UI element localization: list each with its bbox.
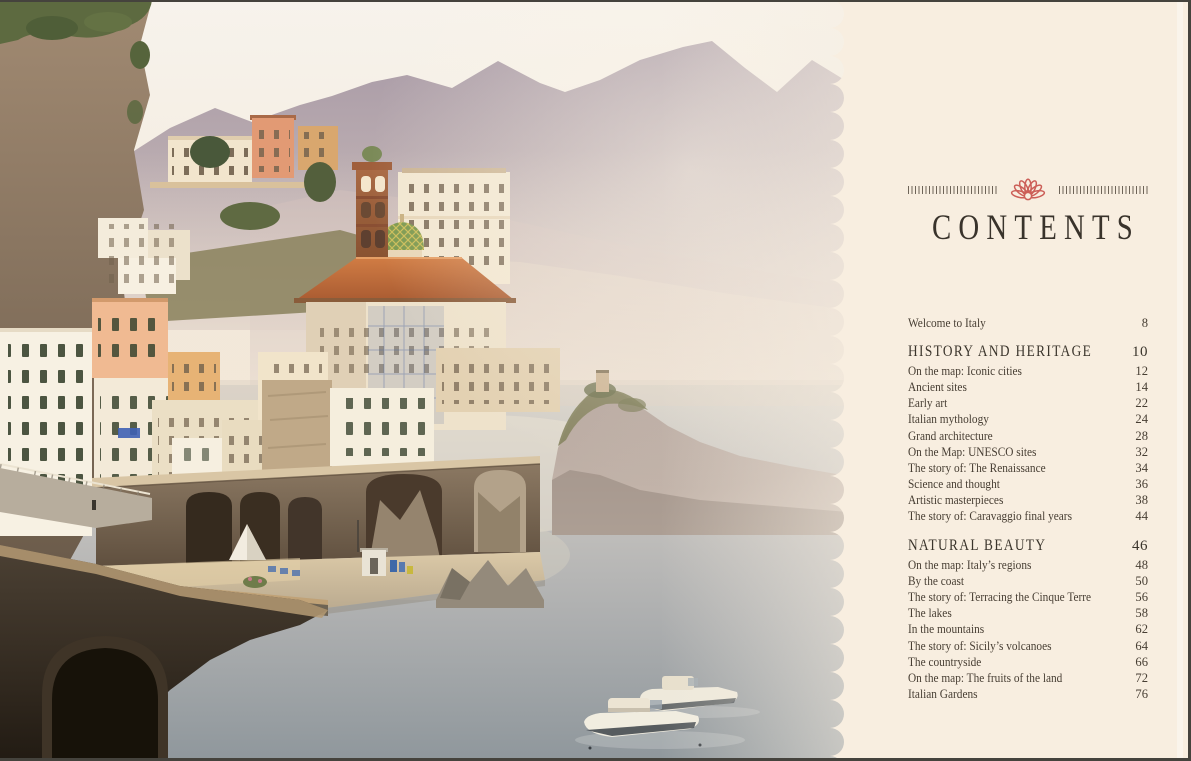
toc-entry-label: Science and thought bbox=[908, 477, 1000, 492]
frame-border-top bbox=[0, 0, 1191, 2]
toc-entry-page: 58 bbox=[1135, 606, 1148, 621]
toc-entry-page: 36 bbox=[1135, 477, 1148, 492]
toc-entry-page: 24 bbox=[1135, 412, 1148, 427]
page-sheen bbox=[1177, 0, 1183, 761]
toc-entry-page: 38 bbox=[1135, 493, 1148, 508]
toc-entry bbox=[908, 412, 1148, 428]
toc-entry-page: 62 bbox=[1135, 622, 1148, 637]
toc-entry-label: The story of: Terracing the Cinque Terre bbox=[908, 590, 1092, 605]
toc-entry-page: 66 bbox=[1135, 654, 1148, 669]
toc-entry bbox=[908, 444, 1148, 460]
hatch-rule-right bbox=[1059, 186, 1148, 194]
contents-page bbox=[850, 0, 1191, 761]
toc-section-page: 46 bbox=[1132, 537, 1148, 554]
toc-entry-page: 14 bbox=[1135, 379, 1148, 394]
toc-entry bbox=[908, 638, 1148, 654]
toc-entry-page: 64 bbox=[1135, 638, 1148, 653]
toc-entry-label: In the mountains bbox=[908, 622, 985, 637]
toc-entry-label: The story of: Sicily’s volcanoes bbox=[908, 638, 1052, 653]
toc-entry-page: 28 bbox=[1135, 428, 1148, 443]
toc-entry-label: Welcome to Italy bbox=[908, 315, 986, 330]
toc-entry bbox=[908, 477, 1148, 493]
page-title: CONTENTS bbox=[932, 207, 1140, 247]
toc-entry-page: 76 bbox=[1135, 687, 1148, 702]
toc-entry-label: On the map: The fruits of the land bbox=[908, 670, 1063, 685]
toc-section-title: HISTORY AND HERITAGE bbox=[908, 343, 1093, 361]
toc-entry bbox=[908, 460, 1148, 476]
toc-entry bbox=[908, 363, 1148, 379]
toc-entry-label: Ancient sites bbox=[908, 379, 967, 394]
toc-section-page: 10 bbox=[1132, 343, 1148, 360]
hatch-rule-left bbox=[908, 186, 997, 194]
toc-entry bbox=[908, 557, 1148, 573]
toc-entry-label: The story of: Caravaggio final years bbox=[908, 509, 1072, 524]
toc-entry-label: Early art bbox=[908, 396, 948, 411]
toc-entry-label: On the map: Italy’s regions bbox=[908, 557, 1032, 572]
toc-entry-label: On the map: Iconic cities bbox=[908, 363, 1022, 378]
toc-entry bbox=[908, 670, 1148, 686]
toc-entry bbox=[908, 379, 1148, 395]
toc-section-header bbox=[908, 341, 1148, 363]
toc-entry-page: 48 bbox=[1135, 557, 1148, 572]
toc-entry bbox=[908, 396, 1148, 412]
header-ornament bbox=[908, 176, 1148, 203]
toc-section-title: NATURAL BEAUTY bbox=[908, 537, 1047, 555]
toc-entry bbox=[908, 687, 1148, 703]
toc-entry bbox=[908, 589, 1148, 605]
toc-entry-page: 12 bbox=[1135, 363, 1148, 378]
toc-entry-page: 50 bbox=[1135, 573, 1148, 588]
toc-entry-label: The countryside bbox=[908, 654, 982, 669]
toc-entry-page: 22 bbox=[1135, 396, 1148, 411]
toc-entry bbox=[908, 493, 1148, 509]
toc-entry-label: On the Map: UNESCO sites bbox=[908, 444, 1037, 459]
table-of-contents bbox=[908, 315, 1148, 703]
toc-entry-page: 34 bbox=[1135, 460, 1148, 475]
toc-entry-label: By the coast bbox=[908, 573, 965, 588]
toc-entry-label: Italian mythology bbox=[908, 412, 989, 427]
toc-entry bbox=[908, 622, 1148, 638]
fan-ornament-icon bbox=[1004, 176, 1052, 203]
toc-entry bbox=[908, 606, 1148, 622]
toc-entry bbox=[908, 654, 1148, 670]
toc-entry-label: Italian Gardens bbox=[908, 687, 978, 702]
toc-entry-label: Grand architecture bbox=[908, 428, 993, 443]
toc-entry-page: 32 bbox=[1135, 444, 1148, 459]
toc-entry-page: 44 bbox=[1135, 509, 1148, 524]
toc-entry-label: The story of: The Renaissance bbox=[908, 460, 1046, 475]
toc-entry-label: Artistic masterpieces bbox=[908, 493, 1004, 508]
toc-section-header bbox=[908, 535, 1148, 557]
toc-entry-page: 8 bbox=[1141, 315, 1148, 330]
toc-entry bbox=[908, 428, 1148, 444]
toc-entry-label: The lakes bbox=[908, 606, 952, 621]
toc-entry-page: 56 bbox=[1135, 590, 1148, 605]
toc-entry-page: 72 bbox=[1135, 670, 1148, 685]
scalloped-page-edge bbox=[816, 0, 852, 761]
toc-entry bbox=[908, 509, 1148, 525]
toc-entry bbox=[908, 315, 1148, 331]
toc-entry bbox=[908, 573, 1148, 589]
